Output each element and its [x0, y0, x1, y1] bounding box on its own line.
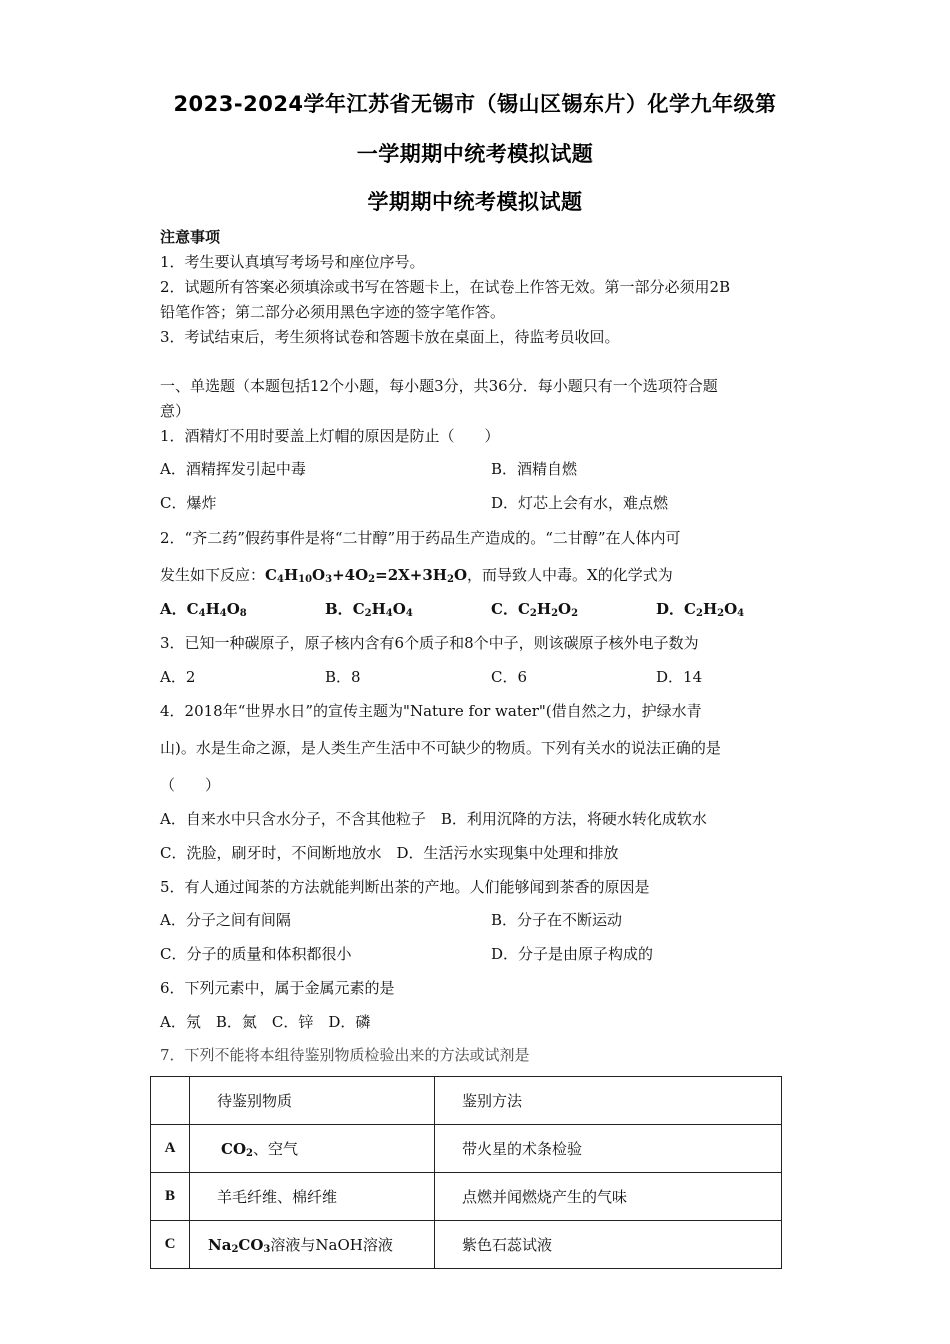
q2-stem-1: 2．“齐二药”假药事件是将“二甘醇”用于药品生产造成的。“二甘醇”在人体内可	[160, 529, 681, 547]
q7-stem: 7．下列不能将本组待鉴别物质检验出来的方法或试剂是	[160, 1046, 530, 1064]
q1-option-c: C．爆炸	[160, 494, 217, 512]
notice-item-3: 3．考试结束后，考生须将试卷和答题卡放在桌面上，待监考员收回。	[160, 328, 620, 346]
table-row	[151, 1077, 782, 1125]
q2-option-b: B．$C_2H_4O_4$	[325, 600, 413, 619]
row-label: A	[151, 1125, 190, 1173]
q3-option-a: A．2	[160, 668, 196, 686]
section-heading-cont: 意）	[160, 402, 191, 420]
q2-stem-2: 发生如下反应：$C_4H_{10}O_3+4O_2=2X+3H_2O$，而导致人中毒。X的化学式为	[160, 566, 673, 585]
table-cell	[151, 1077, 190, 1125]
table-row	[151, 1221, 782, 1269]
table-row	[151, 1173, 782, 1221]
row-material: $Na_2CO_3$溶液与NaOH溶液	[190, 1221, 435, 1269]
row-method: 带火星的术条检验	[435, 1125, 782, 1173]
q1-option-a: A．酒精挥发引起中毒	[160, 460, 306, 478]
row-method: 紫色石蕊试液	[435, 1221, 782, 1269]
row-material: $CO_2$、空气	[190, 1125, 435, 1173]
q6-stem: 6．下列元素中，属于金属元素的是	[160, 979, 395, 997]
q4-stem-2: 山)。水是生命之源，是人类生产生活中不可缺少的物质。下列有关水的说法正确的是	[160, 739, 721, 757]
q2-option-c: C．$C_2H_2O_2$	[491, 600, 579, 619]
q3-option-d: D．14	[656, 668, 703, 686]
table-header-material: 待鉴别物质	[190, 1077, 435, 1125]
q1-stem: 1．酒精灯不用时要盖上灯帽的原因是防止（ ）	[160, 427, 500, 445]
q3-option-c: C．6	[491, 668, 528, 686]
table-header-method: 鉴别方法	[435, 1077, 782, 1125]
q1-option-b: B．酒精自燃	[491, 460, 578, 478]
exam-title-line1: 2023-2024学年江苏省无锡市（锡山区锡东片）化学九年级第	[173, 92, 777, 116]
q5-option-a: A．分子之间有间隔	[160, 911, 291, 929]
q6-options: A．氖 B．氮 C．锌 D．磷	[160, 1013, 371, 1031]
q5-option-c: C．分子的质量和体积都很小	[160, 945, 352, 963]
q4-options-ab: A．自来水中只含水分子，不含其他粒子 B．利用沉降的方法，将硬水转化成软水	[160, 810, 707, 828]
q5-stem: 5．有人通过闻茶的方法就能判断出茶的产地。人们能够闻到茶香的原因是	[160, 878, 650, 896]
table-row	[151, 1125, 782, 1173]
row-label: C	[151, 1221, 190, 1269]
q4-stem-1: 4．2018年“世界水日”的宣传主题为"Nature for water"(借自然之力，护绿水青	[160, 702, 702, 720]
q2-reaction-equation: $C_4H_{10}O_3+4O_2=2X+3H_2O$	[265, 566, 468, 585]
q3-stem: 3．已知一种碳原子，原子核内含有6个质子和8个中子，则该碳原子核外电子数为	[160, 634, 699, 652]
q5-option-b: B．分子在不断运动	[491, 911, 623, 929]
section-heading: 一、单选题（本题包括12个小题，每小题3分，共36分．每小题只有一个选项符合题	[160, 377, 718, 395]
q3-option-b: B．8	[325, 668, 361, 686]
notice-heading: 注意事项	[160, 228, 221, 246]
exam-title-line2: 一学期期中统考模拟试题	[356, 142, 594, 166]
row-material: 羊毛纤维、棉纤维	[190, 1173, 435, 1221]
q5-option-d: D．分子是由原子构成的	[491, 945, 654, 963]
q7-table	[150, 1076, 782, 1269]
row-method: 点燃并闻燃烧产生的气味	[435, 1173, 782, 1221]
q4-options-cd: C．洗脸，刷牙时，不间断地放水 D．生活污水实现集中处理和排放	[160, 844, 619, 862]
notice-item-2b: 铅笔作答；第二部分必须用黑色字迹的签字笔作答。	[160, 303, 506, 321]
notice-item-1: 1．考生要认真填写考场号和座位序号。	[160, 253, 425, 271]
q1-option-d: D．灯芯上会有水，难点燃	[491, 494, 669, 512]
q2-option-a: A．$C_4H_4O_8$	[160, 600, 247, 619]
row-label: B	[151, 1173, 190, 1221]
exam-title-line3: 学期期中统考模拟试题	[367, 190, 583, 214]
q4-stem-3: （ ）	[160, 776, 221, 794]
q2-option-d: D．$C_2H_2O_4$	[656, 600, 745, 619]
notice-item-2a: 2．试题所有答案必须填涂或书写在答题卡上，在试卷上作答无效。第一部分必须用2B	[160, 278, 731, 296]
